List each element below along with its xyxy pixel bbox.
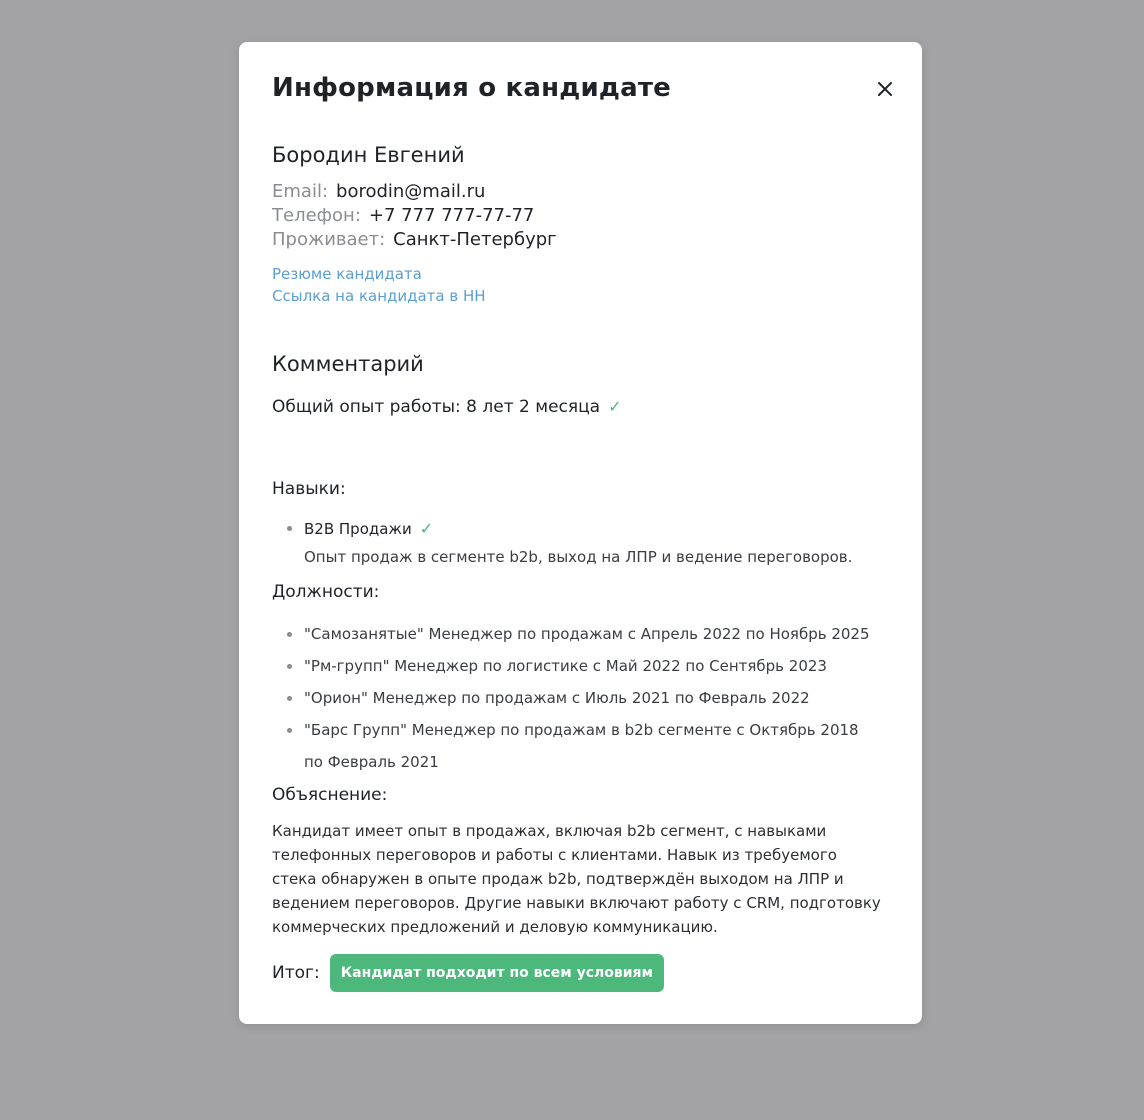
resume-link[interactable]: Резюме кандидата: [272, 265, 422, 283]
positions-list: [287, 618, 877, 778]
list-item: [287, 517, 887, 569]
phone-row: [272, 204, 557, 228]
close-icon: [874, 78, 896, 100]
hh-profile-link[interactable]: Ссылка на кандидата в НН: [272, 287, 486, 305]
close-button[interactable]: [874, 78, 896, 100]
explanation-heading: Объяснение:: [272, 785, 388, 805]
phone-value: +7 777 777-77-77: [368, 205, 535, 226]
city-label: Проживает:: [272, 229, 386, 250]
email-label: Email:: [272, 181, 329, 202]
email-value: borodin@mail.ru: [336, 181, 486, 202]
explanation-text: Кандидат имеет опыт в продажах, включая b2b сегмент, с навыками телефонных переговоров и работы с клиентами. Навык из требуемого стека обнаружен в опыте продаж b2b, подтверждён выходом на ЛПР и ведением переговоров. Другие навыки включают работу с CRM, подготовку коммерческих предложений и деловую коммуникацию.: [272, 822, 881, 936]
modal-title: Информация о кандидате: [272, 73, 671, 103]
experience-text: Общий опыт работы: 8 лет 2 месяца: [272, 397, 601, 417]
phone-label: Телефон:: [272, 205, 361, 226]
city-value: Санкт-Петербург: [393, 229, 557, 250]
list-item: "Рм-групп" Менеджер по логистике с Май 2022 по Сентябрь 2023: [287, 650, 877, 682]
skills-list: [287, 517, 887, 569]
candidate-info-modal: [239, 42, 922, 1024]
skill-name: B2B Продажи: [304, 520, 412, 538]
skill-description: Опыт продаж в сегменте b2b, выход на ЛПР и ведение переговоров.: [304, 548, 853, 566]
status-badge: Кандидат подходит по всем условиям: [330, 954, 664, 992]
skill-name-row: [304, 517, 887, 541]
check-icon: ✓: [419, 519, 434, 538]
contact-info: [272, 180, 557, 252]
email-row: [272, 180, 557, 204]
candidate-name: Бородин Евгений: [272, 143, 465, 167]
result-label: Итог:: [272, 963, 320, 983]
list-item: "Барс Групп" Менеджер по продажам в b2b сегменте с Октябрь 2018 по Февраль 2021: [287, 714, 877, 778]
positions-heading: Должности:: [272, 582, 380, 602]
total-experience: [272, 397, 622, 417]
candidate-links: [272, 263, 486, 307]
comment-heading: Комментарий: [272, 352, 424, 376]
result-row: [272, 954, 664, 992]
city-row: [272, 228, 557, 252]
skills-heading: Навыки:: [272, 479, 346, 499]
list-item: "Самозанятые" Менеджер по продажам с Апрель 2022 по Ноябрь 2025: [287, 618, 877, 650]
list-item: "Орион" Менеджер по продажам с Июль 2021 по Февраль 2022: [287, 682, 877, 714]
check-icon: ✓: [608, 397, 622, 416]
